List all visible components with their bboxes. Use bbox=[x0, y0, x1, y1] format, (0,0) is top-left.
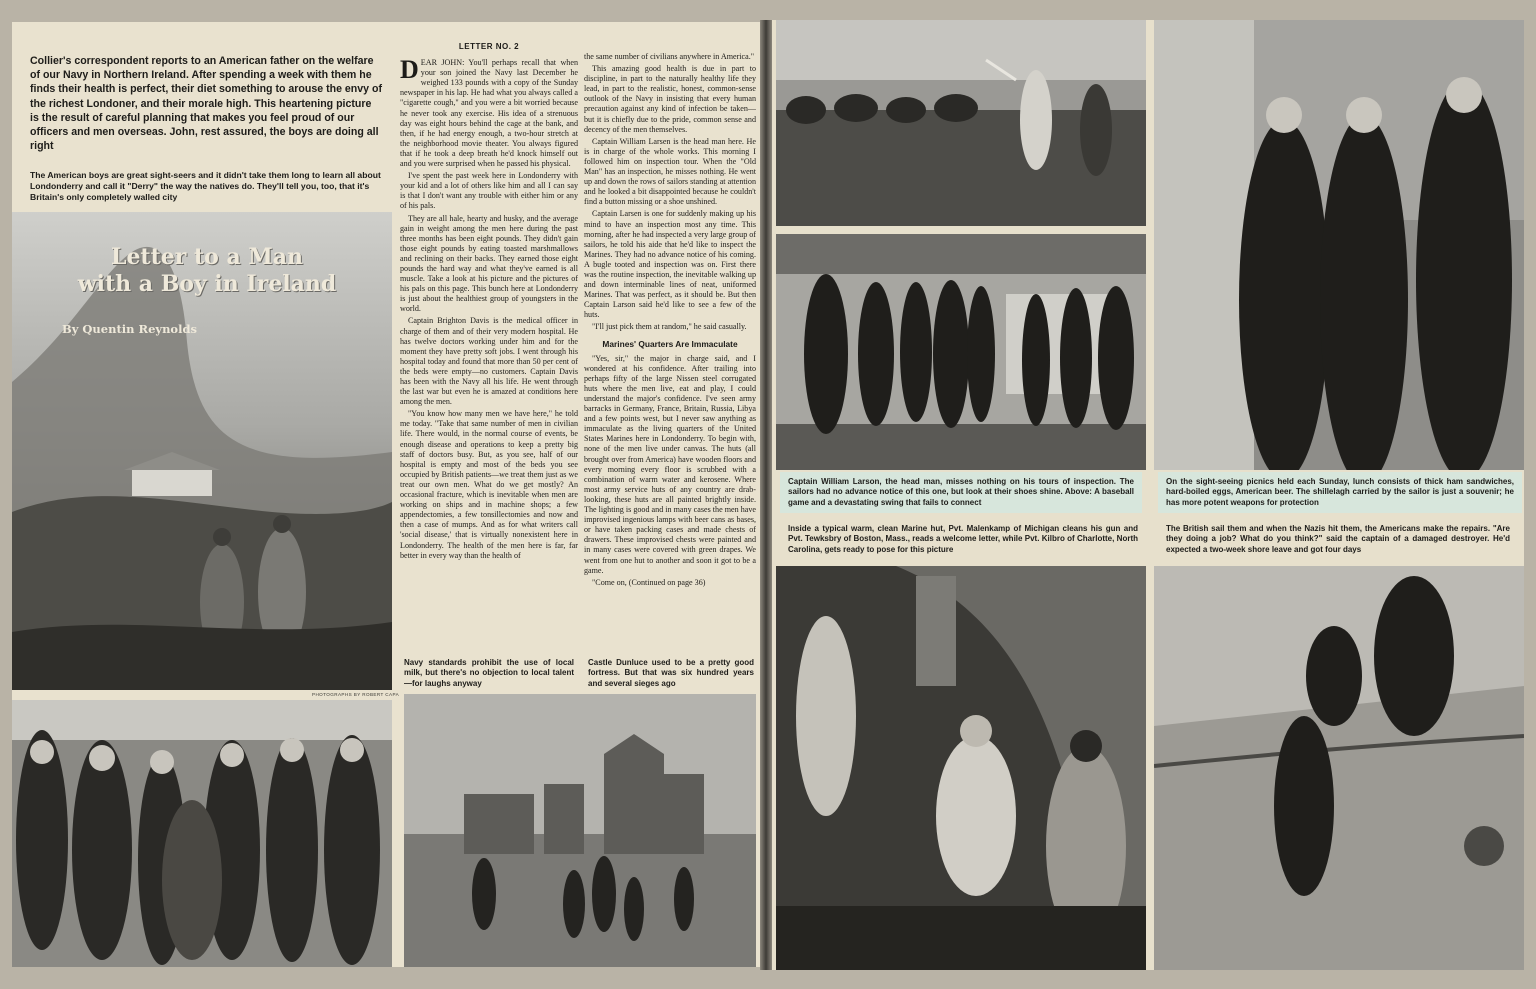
body-paragraph: "Come on, (Continued on page 36) bbox=[592, 577, 706, 587]
photo-larson-inspection bbox=[776, 234, 1146, 470]
photo-baseball-game bbox=[776, 20, 1146, 226]
photo-sailors-picnic bbox=[1154, 20, 1524, 470]
article-column-1 bbox=[400, 42, 578, 654]
drop-cap: D bbox=[400, 55, 419, 85]
body-paragraph: Captain Larsen is one for suddenly making up his mind to have an inspection most any time. This morning, after he had inspected a very large group of sailors, he told his aide that he'd like to inspect the Marines. They had no advance notice of his coming. A bugle tooted and inspection was on. First there was the routine inspection, the inevitable walking up and down interminable lines of neat, uniformed Marines. That was perfect, as it should be. But then Captain Larson said he'd like to see a few of the huts. bbox=[584, 209, 756, 320]
body-paragraph: Captain William Larsen is the head man here. He is in charge of the whole works. This morning I followed him on inspection tour. When the "Old Man" has an inspection, he misses nothing. He went up and down the rows of sailors standing at attention and he looked a bit disappointed because he couldn't find a button missing or a shoe unshined. bbox=[584, 136, 756, 207]
right-magazine-page bbox=[772, 20, 1524, 970]
caption-picnic: On the sight-seeing picnics held each Sunday, lunch consists of thick ham sandwiches, hard-boiled eggs, American beer. The shillelagh carried by the sailor is just a souvenir; he has more potent weapons for protection bbox=[1158, 472, 1522, 513]
title-line-2: with a Boy in Ireland bbox=[77, 271, 337, 297]
intro-caption: The American boys are great sight-seers and it didn't take them long to learn all about Londonderry and call it "Derry" the way the natives do. They'll tell you, too, that it's Britain's only completely walled city bbox=[30, 170, 381, 203]
caption-castle: Castle Dunluce used to be a pretty good fortress. But that was six hundred years and several sieges ago bbox=[588, 658, 754, 688]
article-title bbox=[32, 244, 382, 298]
article-deck: Collier's correspondent reports to an American father on the welfare of our Navy in Northern Ireland. After spending a week with them he finds their health is perfect, their diet something to arouse the envy of the richest Londoner, and their morale high. This heartening picture is the result of careful planning that makes you feel proud of our officers and men overseas. John, rest assured, the boys are doing all right bbox=[30, 55, 383, 153]
body-paragraph: "Yes, sir," the major in charge said, and I wondered at his confidence. After trailing into perhaps fifty of the large Nissen steel corrugated huts where the men live, eat and play, I could understand the major's confidence. I've seen army barracks in Germany, France, Britain, Russia, Libya and a few points west, but I never saw anything as immaculate as the living quarters of the United States Marines here in Londonderry. To begin with, none of the men live under canvas. The huts (all brought over from America) have wooden floors and every morning every floor is scrubbed with a combination of warm water and kerosene. Where most army service huts of any country are drab-looking, these huts are all painted brightly inside. The lighting is good and in many cases the men have improvised ingenious lamps with beer cans as bases, or have taken packing cases and made chests of drawers. These improvised chests were painted and in many cases were covered with green drapes. We went from one hut to another and soon it got to be a game. bbox=[584, 353, 756, 575]
body-paragraph: "You know how many men we have here," he told me today. "Take that same number of men in civilian life. There would, in the normal course of events, be enough disease and operations to keep a pretty big staff of doctors busy. But, as you see, half of our hospital is empty and most of the beds you see occupied by British patients—we treat them just as we treat our own men. What do we get mostly? An occasional fracture, which is inevitable when men are working on ships and in machine shops; a few appendectomies, a few tonsillectomies and now and then a case of mumps. And as for what writers call 'social disease,' that is virtually nonexistent here in Londonderry. The health of the men here is far, far better in every way than the health of bbox=[400, 409, 578, 560]
body-paragraph: the same number of civilians anywhere in America." bbox=[584, 52, 755, 61]
body-paragraph: DEAR JOHN: You'll perhaps recall that when your son joined the Navy last December he weighed 133 pounds with a copy of the Sunday newspaper in his lap. He had what you always called a "cigarette cough," and you were a bit worried because he never took any exercise. His idea of a strenuous day was eight hours behind the cage at the bank, and then, if he had energy enough, a two-hour stretch at the neighborhood movie theater. You always figured that if he took a deep breath he'd knock himself out and you were surprised when he passed his physical. bbox=[400, 55, 578, 169]
photo-marine-hut bbox=[776, 566, 1146, 970]
body-paragraph: This amazing good health is due in part to discipline, in part to the naturally healthy life they lead, in part to the realistic, honest, common-sense outlook of the Navy in insisting that every human precaution against any kind of infection be taken—but it is chiefly due to the pride, common sense and decency of the men themselves. bbox=[584, 64, 756, 134]
caption-marine-hut: Inside a typical warm, clean Marine hut, Pvt. Malenkamp of Michigan cleans his gun and Pvt. Tewksbry of Boston, Mass., reads a welcome letter, while Pvt. Kilbro of Charlotte, North Carolina, gets ready to pose for this picture bbox=[788, 524, 1138, 554]
body-paragraph: They are all hale, hearty and husky, and the average gain in weight among the men here during the past three months has been eight pounds. They didn't gain those eight pounds by eating toasted marshmallows and reclining on their backs. They earned those eight pounds the hard way and what they've earned is all muscle. Take a look at his picture and the pictures of his pals on this page. This bunch here at Londonderry is just about the healthiest group of youngsters in the world. bbox=[400, 213, 578, 314]
body-paragraph: I've spent the past week here in Londonderry with your kid and a lot of others like him and all I can say is that I don't want any trouble with either him or any of his pals. bbox=[400, 171, 578, 211]
body-paragraph: Captain Brighton Davis is the medical officer in charge of them and of their very modern hospital. He has twelve doctors working under him and for the moment they have pretty soft jobs. I went through his hospital today and found that more than 50 per cent of the beds were empty—no customers. Captain Davis has been with the Navy all his life. He went through the last war but even he is amazed at conditions here among the men. bbox=[400, 316, 578, 407]
photo-sailors-laughing bbox=[12, 700, 392, 967]
photo-destroyer-repairs bbox=[1154, 566, 1524, 970]
title-line-1: Letter to a Man bbox=[110, 244, 304, 270]
photo-credit: PHOTOGRAPHS BY ROBERT CAPA bbox=[312, 692, 400, 697]
article-byline: By Quentin Reynolds bbox=[62, 322, 197, 336]
caption-navy-milk: Navy standards prohibit the use of local milk, but there's no objection to local talent—for laughs anyway bbox=[404, 658, 574, 688]
photo-castle-dunluce bbox=[404, 694, 756, 967]
body-paragraph: "I'll just pick them at random," he said casually. bbox=[592, 322, 747, 332]
caption-repairs: The British sail them and when the Nazis hit them, the Americans make the repairs. "Are they doing a job? What do you think?" said the captain of a damaged destroyer. He'd expected a two-week shore leave and got four days bbox=[1166, 524, 1510, 554]
section-heading: Marines' Quarters Are Immaculate bbox=[602, 338, 738, 349]
article-column-2 bbox=[584, 52, 756, 658]
letter-heading: LETTER NO. 2 bbox=[458, 42, 520, 51]
page-gutter bbox=[760, 20, 772, 970]
caption-larson: Captain William Larson, the head man, misses nothing on his tours of inspection. The sailors had no advance notice of this one, but look at their shoes shine. Above: A baseball game and a devastating swing that fails to connect bbox=[780, 472, 1142, 513]
left-magazine-page bbox=[12, 22, 760, 967]
